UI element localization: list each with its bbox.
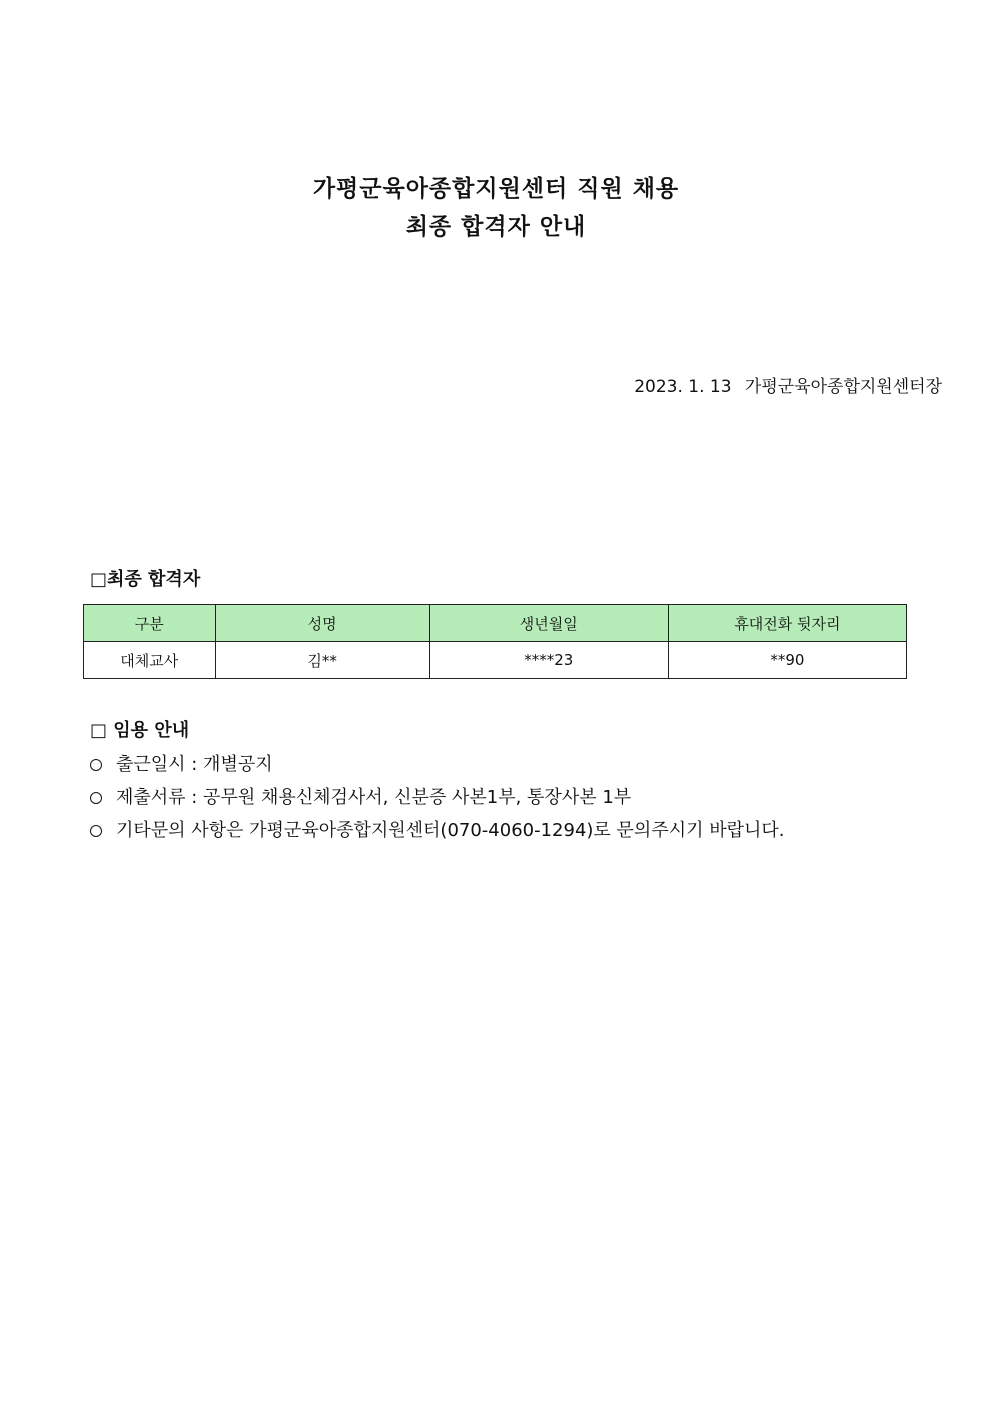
list-item	[88, 814, 784, 847]
appointment-list	[88, 748, 784, 847]
section-heading-result: □최종 합격자	[90, 569, 201, 590]
document-title-line1: 가평군육아종합지원센터 직원 채용	[312, 176, 680, 202]
document-title-line2: 최종 합격자 안내	[405, 214, 587, 240]
dateline	[634, 372, 942, 397]
column-header-birthdate: 생년월일	[429, 605, 668, 642]
table-header-row	[84, 605, 907, 642]
item-text: 제출서류 : 공무원 채용신체검사서, 신분증 사본1부, 통장사본 1부	[116, 786, 632, 808]
cell-category: 대체교사	[84, 642, 216, 679]
issuer: 가평군육아종합지원센터장	[744, 377, 942, 397]
cell-birthdate: ****23	[429, 642, 668, 679]
circle-bullet-icon	[90, 825, 102, 837]
circle-bullet-icon	[90, 792, 102, 804]
issue-date: 2023. 1. 13	[634, 377, 732, 397]
cell-name: 김**	[215, 642, 429, 679]
item-text: 출근일시 : 개별공지	[116, 753, 273, 775]
circle-bullet-icon	[90, 759, 102, 771]
list-item	[88, 781, 784, 814]
list-item	[88, 748, 784, 781]
cell-phone: **90	[668, 642, 906, 679]
item-text: 기타문의 사항은 가평군육아종합지원센터(070-4060-1294)로 문의주시기 바랍니다.	[116, 819, 785, 841]
section-heading-appointment: □ 임용 안내	[90, 720, 190, 741]
column-header-category: 구분	[84, 605, 216, 642]
column-header-name: 성명	[215, 605, 429, 642]
table-row	[84, 642, 907, 679]
column-header-phone: 휴대전화 뒷자리	[668, 605, 906, 642]
result-table	[83, 604, 907, 679]
